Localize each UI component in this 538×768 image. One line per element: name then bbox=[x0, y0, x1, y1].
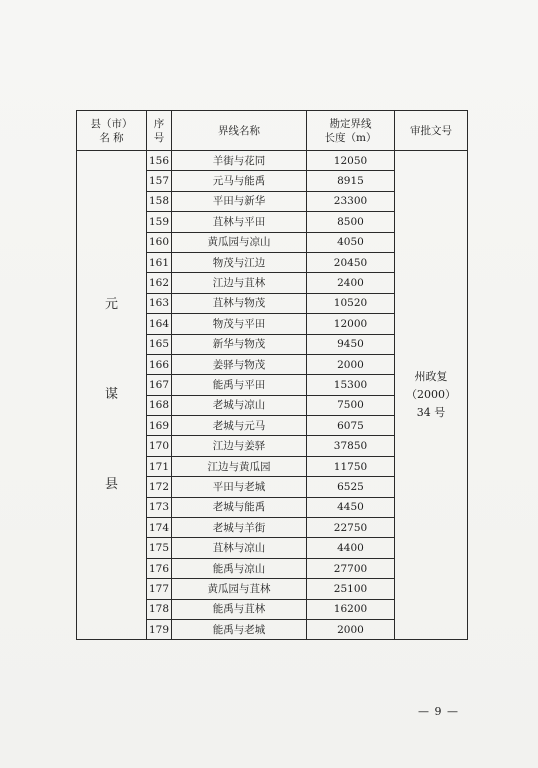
seq-cell: 164 bbox=[147, 314, 172, 334]
length-cell: 9450 bbox=[307, 334, 395, 354]
seq-cell: 172 bbox=[147, 477, 172, 497]
length-cell: 7500 bbox=[307, 395, 395, 415]
boundary-name-cell: 能禹与凉山 bbox=[172, 558, 307, 578]
seq-cell: 159 bbox=[147, 212, 172, 232]
boundary-table bbox=[76, 110, 468, 640]
header-boundary-name: 界线名称 bbox=[172, 111, 307, 151]
length-cell: 2000 bbox=[307, 354, 395, 374]
header-approval-doc: 审批文号 bbox=[395, 111, 468, 151]
boundary-name-cell: 元马与能禹 bbox=[172, 171, 307, 191]
boundary-name-cell: 老城与元马 bbox=[172, 416, 307, 436]
header-length-line2: 长度（m） bbox=[324, 131, 377, 144]
length-cell: 11750 bbox=[307, 456, 395, 476]
boundary-name-cell: 新华与物茂 bbox=[172, 334, 307, 354]
boundary-name-cell: 姜驿与物茂 bbox=[172, 354, 307, 374]
length-cell: 6525 bbox=[307, 477, 395, 497]
boundary-name-cell: 老城与能禹 bbox=[172, 497, 307, 517]
boundary-name-cell: 苴林与凉山 bbox=[172, 538, 307, 558]
county-name-char: 元 bbox=[104, 297, 118, 313]
boundary-name-cell: 平田与新华 bbox=[172, 191, 307, 211]
length-cell: 15300 bbox=[307, 375, 395, 395]
seq-cell: 158 bbox=[147, 191, 172, 211]
seq-cell: 179 bbox=[147, 619, 172, 639]
seq-cell: 162 bbox=[147, 273, 172, 293]
header-county bbox=[77, 111, 147, 151]
seq-cell: 169 bbox=[147, 416, 172, 436]
length-cell: 23300 bbox=[307, 191, 395, 211]
boundary-name-cell: 能禹与老城 bbox=[172, 619, 307, 639]
header-seq-line2: 号 bbox=[153, 131, 165, 144]
length-cell: 4400 bbox=[307, 538, 395, 558]
approval-doc-line: 州政复 bbox=[414, 370, 448, 384]
boundary-name-cell: 能禹与苴林 bbox=[172, 599, 307, 619]
seq-cell: 156 bbox=[147, 151, 172, 171]
seq-cell: 176 bbox=[147, 558, 172, 578]
boundary-name-cell: 黄瓜园与苴林 bbox=[172, 579, 307, 599]
seq-cell: 168 bbox=[147, 395, 172, 415]
seq-cell: 178 bbox=[147, 599, 172, 619]
length-cell: 8500 bbox=[307, 212, 395, 232]
length-cell: 4050 bbox=[307, 232, 395, 252]
boundary-name-cell: 平田与老城 bbox=[172, 477, 307, 497]
seq-cell: 163 bbox=[147, 293, 172, 313]
length-cell: 10520 bbox=[307, 293, 395, 313]
county-name-cell bbox=[77, 151, 147, 640]
approval-doc-line: 34 号 bbox=[416, 406, 446, 420]
page-number: — 9 — bbox=[418, 705, 459, 718]
seq-cell: 165 bbox=[147, 334, 172, 354]
seq-cell: 171 bbox=[147, 456, 172, 476]
length-cell: 12050 bbox=[307, 151, 395, 171]
table-body bbox=[77, 151, 468, 640]
seq-cell: 177 bbox=[147, 579, 172, 599]
boundary-name-cell: 物茂与江边 bbox=[172, 252, 307, 272]
county-name-char: 谋 bbox=[104, 387, 118, 403]
boundary-name-cell: 苴林与平田 bbox=[172, 212, 307, 232]
length-cell: 12000 bbox=[307, 314, 395, 334]
header-county-line2: 名 称 bbox=[99, 131, 124, 144]
length-cell: 16200 bbox=[307, 599, 395, 619]
county-name-char: 县 bbox=[104, 477, 118, 493]
boundary-name-cell: 江边与苴林 bbox=[172, 273, 307, 293]
seq-cell: 166 bbox=[147, 354, 172, 374]
boundary-name-cell: 能禹与平田 bbox=[172, 375, 307, 395]
length-cell: 4450 bbox=[307, 497, 395, 517]
length-cell: 37850 bbox=[307, 436, 395, 456]
boundary-name-cell: 老城与羊街 bbox=[172, 518, 307, 538]
seq-cell: 167 bbox=[147, 375, 172, 395]
boundary-name-cell: 江边与黄瓜园 bbox=[172, 456, 307, 476]
boundary-name-cell: 江边与姜驿 bbox=[172, 436, 307, 456]
approval-doc-line: （2000） bbox=[406, 388, 456, 402]
boundary-name-cell: 黄瓜园与凉山 bbox=[172, 232, 307, 252]
seq-cell: 173 bbox=[147, 497, 172, 517]
length-cell: 25100 bbox=[307, 579, 395, 599]
approval-doc-cell bbox=[395, 151, 468, 640]
header-length-line1: 勘定界线 bbox=[329, 117, 372, 130]
seq-cell: 170 bbox=[147, 436, 172, 456]
boundary-name-cell: 物茂与平田 bbox=[172, 314, 307, 334]
boundary-name-cell: 羊街与花同 bbox=[172, 151, 307, 171]
header-seq bbox=[147, 111, 172, 151]
boundary-name-cell: 老城与凉山 bbox=[172, 395, 307, 415]
length-cell: 8915 bbox=[307, 171, 395, 191]
header-length bbox=[307, 111, 395, 151]
length-cell: 20450 bbox=[307, 252, 395, 272]
seq-cell: 161 bbox=[147, 252, 172, 272]
seq-cell: 157 bbox=[147, 171, 172, 191]
seq-cell: 174 bbox=[147, 518, 172, 538]
length-cell: 2000 bbox=[307, 619, 395, 639]
length-cell: 6075 bbox=[307, 416, 395, 436]
table-row bbox=[77, 151, 468, 171]
header-seq-line1: 序 bbox=[153, 117, 165, 130]
header-county-line1: 县（市） bbox=[90, 117, 133, 130]
boundary-name-cell: 苴林与物茂 bbox=[172, 293, 307, 313]
seq-cell: 160 bbox=[147, 232, 172, 252]
length-cell: 22750 bbox=[307, 518, 395, 538]
length-cell: 2400 bbox=[307, 273, 395, 293]
length-cell: 27700 bbox=[307, 558, 395, 578]
seq-cell: 175 bbox=[147, 538, 172, 558]
table-header-row bbox=[77, 111, 468, 151]
